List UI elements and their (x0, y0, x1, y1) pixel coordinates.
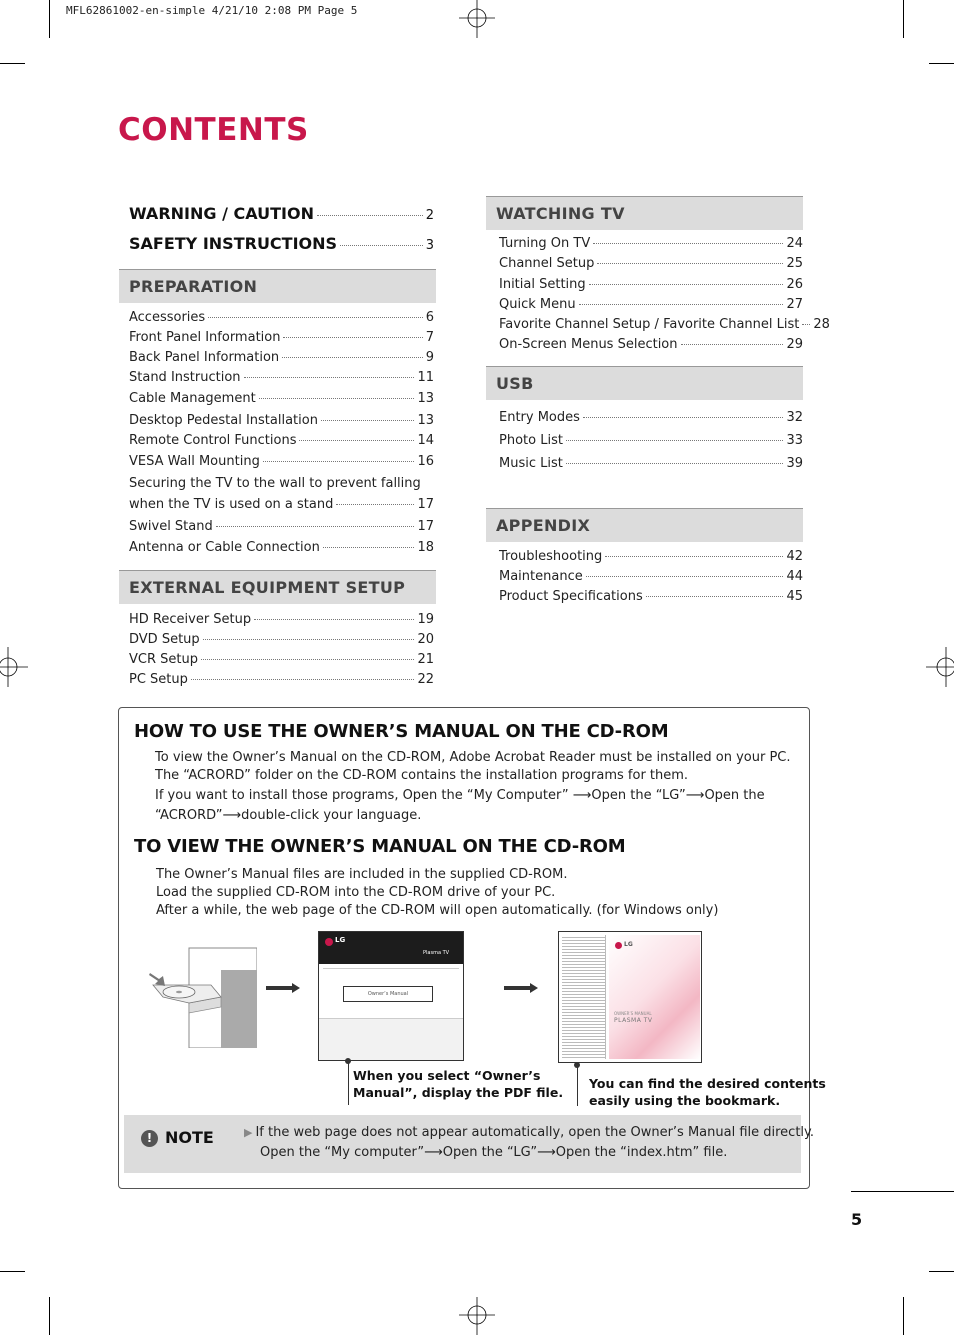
callout-dot (574, 1062, 580, 1068)
cdrom-paragraph-line: The Owner’s Manual files are included in the supplied CD-ROM. (156, 867, 568, 882)
arrow-right-icon: ⟶ (568, 788, 592, 803)
crop-mark (903, 1297, 904, 1335)
lg-logo (325, 938, 333, 946)
section-heading-preparation: PREPARATION (119, 269, 436, 303)
toc-item[interactable]: Channel Setup 25 (499, 256, 803, 271)
toc-watching (499, 236, 830, 361)
toc-item[interactable]: Cable Management 13 (129, 391, 434, 406)
webpage-screenshot (318, 931, 464, 1061)
registration-mark (457, 1295, 497, 1335)
toc-item[interactable]: HD Receiver Setup 19 (129, 612, 434, 627)
section-heading-appendix: APPENDIX (486, 508, 803, 542)
toc-item[interactable]: Swivel Stand 17 (129, 519, 434, 534)
crop-mark (903, 0, 904, 38)
cdrom-paragraph-line: Load the supplied CD-ROM into the CD-ROM drive of your PC. (156, 885, 556, 900)
toc-item[interactable]: Back Panel Information 9 (129, 350, 434, 365)
toc-item-warning[interactable]: WARNING / CAUTION 2 (129, 204, 434, 223)
toc-item[interactable]: Turning On TV 24 (499, 236, 803, 251)
toc-item[interactable]: Remote Control Functions 14 (129, 433, 434, 448)
callout-line (348, 1061, 349, 1105)
note-text: ▶ If the web page does not appear automatically, open the Owner’s Manual file directly. Open the “My computer”⟶Open the “LG”⟶Open the “index.htm” file. (244, 1125, 815, 1160)
arrow-right-icon: ⟶ (537, 1145, 556, 1160)
arrow-right-icon: ⟶ (424, 1145, 443, 1160)
toc-item[interactable]: when the TV is used on a stand 17 (129, 497, 434, 512)
webpage-footer (319, 1018, 463, 1060)
toc-item[interactable]: Antenna or Cable Connection 18 (129, 540, 434, 555)
pdf-cover-title: PLASMA TV (614, 1017, 653, 1024)
owners-manual-button[interactable]: Owner’s Manual (343, 986, 433, 1002)
arrow-right-icon: ⟶ (685, 788, 705, 803)
cdrom-heading-how-to-use: HOW TO USE THE OWNER’S MANUAL ON THE CD-ROM (134, 721, 669, 742)
caption-bookmark: You can find the desired contents easily using the bookmark. (589, 1076, 826, 1108)
toc-preparation (129, 310, 434, 560)
page-title: CONTENTS (118, 112, 309, 148)
cdrom-heading-to-view: TO VIEW THE OWNER’S MANUAL ON THE CD-ROM (134, 836, 626, 857)
toc-item[interactable]: Favorite Channel Setup / Favorite Channel List 28 (499, 317, 830, 332)
callout-line (577, 1064, 578, 1106)
print-header: MFL62861002-en-simple 4/21/10 2:08 PM Page 5 (66, 4, 358, 17)
webpage-header-bar (319, 932, 463, 964)
registration-mark (0, 647, 28, 687)
caption-pdf-file: When you select “Owner’s Manual”, display the PDF file. (353, 1068, 564, 1100)
exclamation-icon: ! (141, 1130, 158, 1147)
crop-mark (929, 63, 954, 64)
toc-item[interactable]: Music List 39 (499, 456, 803, 471)
callout-dot (345, 1058, 351, 1064)
toc-item[interactable]: VCR Setup 21 (129, 652, 434, 667)
arrow-right-icon (504, 983, 538, 993)
pdf-viewer-screenshot (558, 931, 702, 1063)
toc-item[interactable]: Product Specifications 45 (499, 589, 803, 604)
pc-cdrom-illustration (145, 945, 257, 1048)
cdrom-paragraph-line: To view the Owner’s Manual on the CD-ROM, Adobe Acrobat Reader must be installed on your PC. (155, 750, 791, 765)
toc-item[interactable]: Desktop Pedestal Installation 13 (129, 413, 434, 428)
lg-logo-text: LG (624, 941, 633, 948)
lg-logo-text: LG (335, 936, 346, 944)
arrow-right-icon: ⟶ (222, 808, 242, 823)
toc-item[interactable]: Stand Instruction 11 (129, 370, 434, 385)
webpage-brand: Plasma TV (423, 950, 450, 956)
cdrom-paragraph-line: “ACRORD”⟶double-click your language. (155, 808, 422, 823)
toc-item[interactable]: DVD Setup 20 (129, 632, 434, 647)
toc-item[interactable]: PC Setup 22 (129, 672, 434, 687)
toc-item[interactable]: On-Screen Menus Selection 29 (499, 337, 803, 352)
note-bar (124, 1115, 815, 1173)
toc-item-wrapped-line[interactable]: Securing the TV to the wall to prevent falling (129, 476, 421, 491)
crop-mark (49, 1297, 50, 1335)
toc-item[interactable]: Maintenance 44 (499, 569, 803, 584)
toc-appendix (499, 549, 803, 609)
crop-mark (0, 63, 25, 64)
cdrom-paragraph-line: If you want to install those programs, Open the “My Computer” ⟶Open the “LG”⟶Open the (155, 788, 765, 803)
toc-item-safety[interactable]: SAFETY INSTRUCTIONS 3 (129, 234, 434, 253)
toc-item[interactable]: Entry Modes 32 (499, 410, 803, 425)
registration-mark (926, 647, 954, 687)
crop-mark (0, 1271, 25, 1272)
note-label: NOTE (165, 1128, 214, 1147)
cdrom-paragraph-line: The “ACRORD” folder on the CD-ROM contains the installation programs for them. (155, 768, 689, 783)
toc-usb (499, 410, 803, 480)
toc-item[interactable]: Photo List 33 (499, 433, 803, 448)
section-heading-external: EXTERNAL EQUIPMENT SETUP (119, 570, 436, 604)
toc-item[interactable]: Accessories 6 (129, 310, 434, 325)
crop-mark (49, 0, 50, 38)
crop-mark (929, 1271, 954, 1272)
page-rule (851, 1191, 954, 1192)
section-heading-watching: WATCHING TV (486, 196, 803, 230)
toc-item[interactable]: VESA Wall Mounting 16 (129, 454, 434, 469)
triangle-bullet-icon: ▶ (244, 1126, 253, 1139)
toc-item[interactable]: Initial Setting 26 (499, 277, 803, 292)
toc-item[interactable]: Troubleshooting 42 (499, 549, 803, 564)
lg-logo (615, 942, 622, 949)
pdf-cover-page (609, 935, 700, 1059)
arrow-right-icon (266, 983, 300, 993)
toc-external (129, 612, 434, 692)
pdf-cover-subtitle: OWNER’S MANUAL (614, 1011, 652, 1016)
cdrom-paragraph-line: After a while, the web page of the CD-ROM will open automatically. (for Windows only) (156, 903, 719, 918)
toc-item[interactable]: Quick Menu 27 (499, 297, 803, 312)
page-number: 5 (851, 1210, 863, 1229)
toc-item[interactable]: Front Panel Information 7 (129, 330, 434, 345)
webpage-divider (323, 968, 459, 969)
registration-mark (457, 0, 497, 40)
section-heading-usb: USB (486, 366, 803, 400)
bookmark-panel (562, 935, 606, 1059)
